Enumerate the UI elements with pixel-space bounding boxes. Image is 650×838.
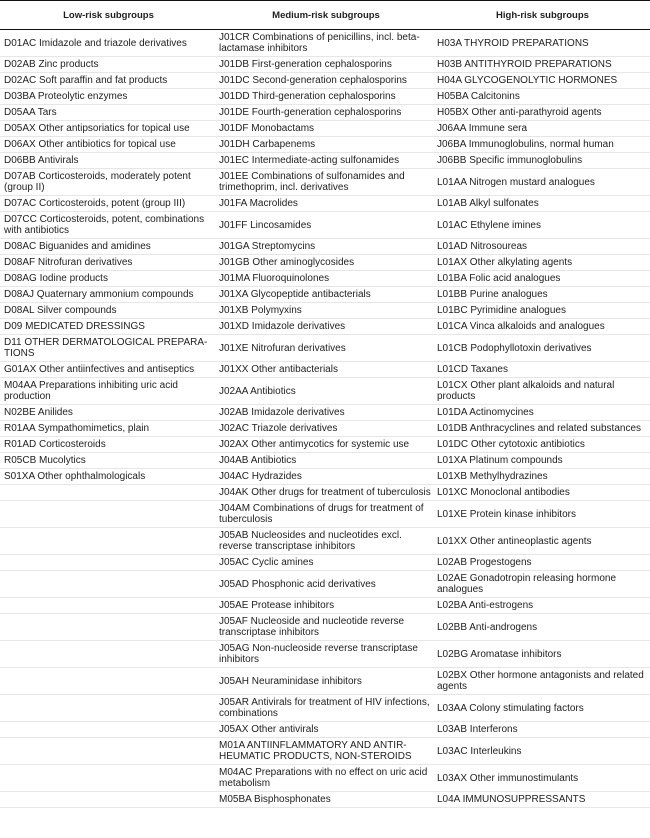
cell-medium-risk: J01DC Second-generation cephalosporins xyxy=(217,73,435,89)
table-row xyxy=(0,287,650,303)
table-row xyxy=(0,453,650,469)
cell-medium-risk: J02AB Imidazole derivatives xyxy=(217,405,435,421)
cell-low-risk: D06AX Other antibiotics for topical use xyxy=(0,137,217,153)
cell-medium-risk: J01GA Streptomycins xyxy=(217,239,435,255)
table-row xyxy=(0,555,650,571)
cell-low-risk xyxy=(0,501,217,528)
cell-medium-risk: J05AH Neuraminidase inhibitors xyxy=(217,668,435,695)
cell-medium-risk: J01DB First-generation cephalosporins xyxy=(217,57,435,73)
cell-low-risk xyxy=(0,695,217,722)
table-row xyxy=(0,571,650,598)
cell-high-risk: H03B ANTITHYROID PREPARATIONS xyxy=(435,57,650,73)
table-row xyxy=(0,738,650,765)
table-row xyxy=(0,335,650,362)
header-high-risk: High-risk subgroups xyxy=(435,1,650,30)
cell-low-risk xyxy=(0,765,217,792)
cell-high-risk: J06BB Specific immunoglobulins xyxy=(435,153,650,169)
table-row xyxy=(0,105,650,121)
cell-low-risk: R05CB Mucolytics xyxy=(0,453,217,469)
table-row xyxy=(0,30,650,57)
cell-high-risk: L01XB Methylhydrazines xyxy=(435,469,650,485)
cell-medium-risk: J01CR Combinations of penicillins, incl. beta-lactamase inhibitors xyxy=(217,30,435,57)
cell-medium-risk: J05AE Protease inhibitors xyxy=(217,598,435,614)
table-row xyxy=(0,668,650,695)
cell-high-risk: H05BA Calcitonins xyxy=(435,89,650,105)
cell-high-risk: L02BG Aromatase inhibitors xyxy=(435,641,650,668)
cell-high-risk: L03AX Other immunostimulants xyxy=(435,765,650,792)
cell-high-risk: L03AA Colony stimulating factors xyxy=(435,695,650,722)
cell-high-risk: L02BA Anti-estrogens xyxy=(435,598,650,614)
cell-high-risk: L01AD Nitrosoureas xyxy=(435,239,650,255)
cell-low-risk: R01AA Sympathomimetics, plain xyxy=(0,421,217,437)
cell-high-risk: L01DC Other cytotoxic antibiotics xyxy=(435,437,650,453)
cell-high-risk: L01AA Nitrogen mustard analogues xyxy=(435,169,650,196)
cell-high-risk: L01XA Platinum compounds xyxy=(435,453,650,469)
cell-low-risk: D03BA Proteolytic enzymes xyxy=(0,89,217,105)
cell-low-risk: D08AG Iodine products xyxy=(0,271,217,287)
cell-high-risk: L01DB Anthracyclines and related substances xyxy=(435,421,650,437)
cell-medium-risk: J05AX Other antivirals xyxy=(217,722,435,738)
cell-high-risk: L01CD Taxanes xyxy=(435,362,650,378)
cell-low-risk xyxy=(0,485,217,501)
cell-medium-risk: M05BA Bisphosphonates xyxy=(217,792,435,808)
table-row xyxy=(0,501,650,528)
cell-low-risk: M04AA Preparations inhibiting uric acid production xyxy=(0,378,217,405)
cell-low-risk xyxy=(0,792,217,808)
cell-medium-risk: J01FF Lincosamides xyxy=(217,212,435,239)
cell-low-risk xyxy=(0,571,217,598)
cell-low-risk: D08AC Biguanides and amidines xyxy=(0,239,217,255)
cell-medium-risk: J01XE Nitrofuran derivatives xyxy=(217,335,435,362)
table-row xyxy=(0,303,650,319)
table-row xyxy=(0,528,650,555)
cell-high-risk: J06AA Immune sera xyxy=(435,121,650,137)
table-row xyxy=(0,73,650,89)
table-row xyxy=(0,695,650,722)
header-row xyxy=(0,1,650,30)
cell-high-risk: L01AB Alkyl sulfonates xyxy=(435,196,650,212)
cell-high-risk: L01CA Vinca alkaloids and analogues xyxy=(435,319,650,335)
cell-medium-risk: M01A ANTIINFLAMMATORY AND ANTIR-HEUMATIC PRODUCTS, NON-STEROIDS xyxy=(217,738,435,765)
cell-low-risk xyxy=(0,614,217,641)
cell-high-risk: H04A GLYCOGENOLYTIC HORMONES xyxy=(435,73,650,89)
table-row xyxy=(0,485,650,501)
cell-medium-risk: J04AM Combinations of drugs for treatment of tuberculosis xyxy=(217,501,435,528)
cell-medium-risk: J01XA Glycopeptide antibacterials xyxy=(217,287,435,303)
table-row xyxy=(0,765,650,792)
cell-low-risk: D11 OTHER DERMATOLOGICAL PREPARA-TIONS xyxy=(0,335,217,362)
cell-medium-risk: J01FA Macrolides xyxy=(217,196,435,212)
cell-low-risk xyxy=(0,598,217,614)
cell-low-risk: G01AX Other antiinfectives and antiseptics xyxy=(0,362,217,378)
cell-high-risk: L01BA Folic acid analogues xyxy=(435,271,650,287)
table-row xyxy=(0,196,650,212)
cell-high-risk: L01BC Pyrimidine analogues xyxy=(435,303,650,319)
table-row xyxy=(0,255,650,271)
cell-medium-risk: J04AK Other drugs for treatment of tuberculosis xyxy=(217,485,435,501)
cell-low-risk: D09 MEDICATED DRESSINGS xyxy=(0,319,217,335)
cell-low-risk xyxy=(0,738,217,765)
cell-high-risk: L01XE Protein kinase inhibitors xyxy=(435,501,650,528)
table-row xyxy=(0,421,650,437)
cell-high-risk: L01AC Ethylene imines xyxy=(435,212,650,239)
table-row xyxy=(0,437,650,453)
cell-low-risk: D05AX Other antipsoriatics for topical use xyxy=(0,121,217,137)
cell-medium-risk: J01EC Intermediate-acting sulfonamides xyxy=(217,153,435,169)
cell-high-risk: L01BB Purine analogues xyxy=(435,287,650,303)
table-row xyxy=(0,362,650,378)
table-row xyxy=(0,153,650,169)
table-row xyxy=(0,722,650,738)
cell-high-risk: L01CB Podophyllotoxin derivatives xyxy=(435,335,650,362)
table-row xyxy=(0,405,650,421)
cell-medium-risk: J01DH Carbapenems xyxy=(217,137,435,153)
cell-medium-risk: J05AB Nucleosides and nucleotides excl. reverse transcriptase inhibitors xyxy=(217,528,435,555)
header-low-risk: Low-risk subgroups xyxy=(0,1,217,30)
cell-low-risk xyxy=(0,641,217,668)
cell-low-risk: D02AB Zinc products xyxy=(0,57,217,73)
cell-high-risk: L01CX Other plant alkaloids and natural products xyxy=(435,378,650,405)
cell-low-risk xyxy=(0,722,217,738)
cell-medium-risk: J01DF Monobactams xyxy=(217,121,435,137)
cell-medium-risk: J05AF Nucleoside and nucleotide reverse transcriptase inhibitors xyxy=(217,614,435,641)
cell-medium-risk: J01XX Other antibacterials xyxy=(217,362,435,378)
table-row xyxy=(0,378,650,405)
cell-medium-risk: J01MA Fluoroquinolones xyxy=(217,271,435,287)
cell-medium-risk: J05AG Non-nucleoside reverse transcriptase inhibitors xyxy=(217,641,435,668)
table-row xyxy=(0,598,650,614)
cell-medium-risk: J05AD Phosphonic acid derivatives xyxy=(217,571,435,598)
cell-high-risk: L01DA Actinomycines xyxy=(435,405,650,421)
cell-high-risk: L02AB Progestogens xyxy=(435,555,650,571)
table-row xyxy=(0,169,650,196)
header-medium-risk: Medium-risk subgroups xyxy=(217,1,435,30)
cell-low-risk: D07CC Corticosteroids, potent, combinations with antibiotics xyxy=(0,212,217,239)
cell-medium-risk: J04AB Antibiotics xyxy=(217,453,435,469)
table-row xyxy=(0,212,650,239)
cell-low-risk: D08AJ Quaternary ammonium compounds xyxy=(0,287,217,303)
table-row xyxy=(0,89,650,105)
cell-high-risk: L04A IMMUNOSUPPRESSANTS xyxy=(435,792,650,808)
cell-low-risk: S01XA Other ophthalmologicals xyxy=(0,469,217,485)
cell-low-risk: D08AL Silver compounds xyxy=(0,303,217,319)
table-row xyxy=(0,137,650,153)
table-row xyxy=(0,614,650,641)
cell-high-risk: H05BX Other anti-parathyroid agents xyxy=(435,105,650,121)
cell-medium-risk: J02AA Antibiotics xyxy=(217,378,435,405)
table-row xyxy=(0,792,650,808)
cell-low-risk: R01AD Corticosteroids xyxy=(0,437,217,453)
cell-low-risk: D08AF Nitrofuran derivatives xyxy=(0,255,217,271)
cell-low-risk: D05AA Tars xyxy=(0,105,217,121)
cell-low-risk xyxy=(0,528,217,555)
cell-low-risk: N02BE Anilides xyxy=(0,405,217,421)
cell-medium-risk: J05AR Antivirals for treatment of HIV infections, combinations xyxy=(217,695,435,722)
table-body xyxy=(0,30,650,808)
table-row xyxy=(0,469,650,485)
cell-low-risk xyxy=(0,668,217,695)
table-row xyxy=(0,239,650,255)
cell-medium-risk: M04AC Preparations with no effect on uric acid metabolism xyxy=(217,765,435,792)
cell-high-risk: L01AX Other alkylating agents xyxy=(435,255,650,271)
table-row xyxy=(0,57,650,73)
cell-low-risk: D07AC Corticosteroids, potent (group III) xyxy=(0,196,217,212)
table-header xyxy=(0,1,650,30)
cell-low-risk: D07AB Corticosteroids, moderately potent (group II) xyxy=(0,169,217,196)
cell-medium-risk: J01GB Other aminoglycosides xyxy=(217,255,435,271)
cell-high-risk: L02BB Anti-androgens xyxy=(435,614,650,641)
cell-medium-risk: J01XD Imidazole derivatives xyxy=(217,319,435,335)
cell-high-risk: L03AC Interleukins xyxy=(435,738,650,765)
cell-medium-risk: J04AC Hydrazides xyxy=(217,469,435,485)
table-row xyxy=(0,271,650,287)
cell-high-risk: J06BA Immunoglobulins, normal human xyxy=(435,137,650,153)
cell-low-risk: D01AC Imidazole and triazole derivatives xyxy=(0,30,217,57)
cell-medium-risk: J05AC Cyclic amines xyxy=(217,555,435,571)
cell-medium-risk: J01XB Polymyxins xyxy=(217,303,435,319)
table-row xyxy=(0,121,650,137)
cell-medium-risk: J02AC Triazole derivatives xyxy=(217,421,435,437)
cell-high-risk: L01XX Other antineoplastic agents xyxy=(435,528,650,555)
cell-high-risk: L01XC Monoclonal antibodies xyxy=(435,485,650,501)
table-row xyxy=(0,641,650,668)
table-row xyxy=(0,319,650,335)
cell-high-risk: H03A THYROID PREPARATIONS xyxy=(435,30,650,57)
cell-medium-risk: J01DE Fourth-generation cephalosporins xyxy=(217,105,435,121)
cell-medium-risk: J02AX Other antimycotics for systemic use xyxy=(217,437,435,453)
cell-medium-risk: J01EE Combinations of sulfonamides and trimethoprim, incl. derivatives xyxy=(217,169,435,196)
cell-low-risk xyxy=(0,555,217,571)
cell-low-risk: D06BB Antivirals xyxy=(0,153,217,169)
cell-high-risk: L03AB Interferons xyxy=(435,722,650,738)
cell-medium-risk: J01DD Third-generation cephalosporins xyxy=(217,89,435,105)
cell-high-risk: L02AE Gonadotropin releasing hormone analogues xyxy=(435,571,650,598)
cell-low-risk: D02AC Soft paraffin and fat products xyxy=(0,73,217,89)
cell-high-risk: L02BX Other hormone antagonists and related agents xyxy=(435,668,650,695)
